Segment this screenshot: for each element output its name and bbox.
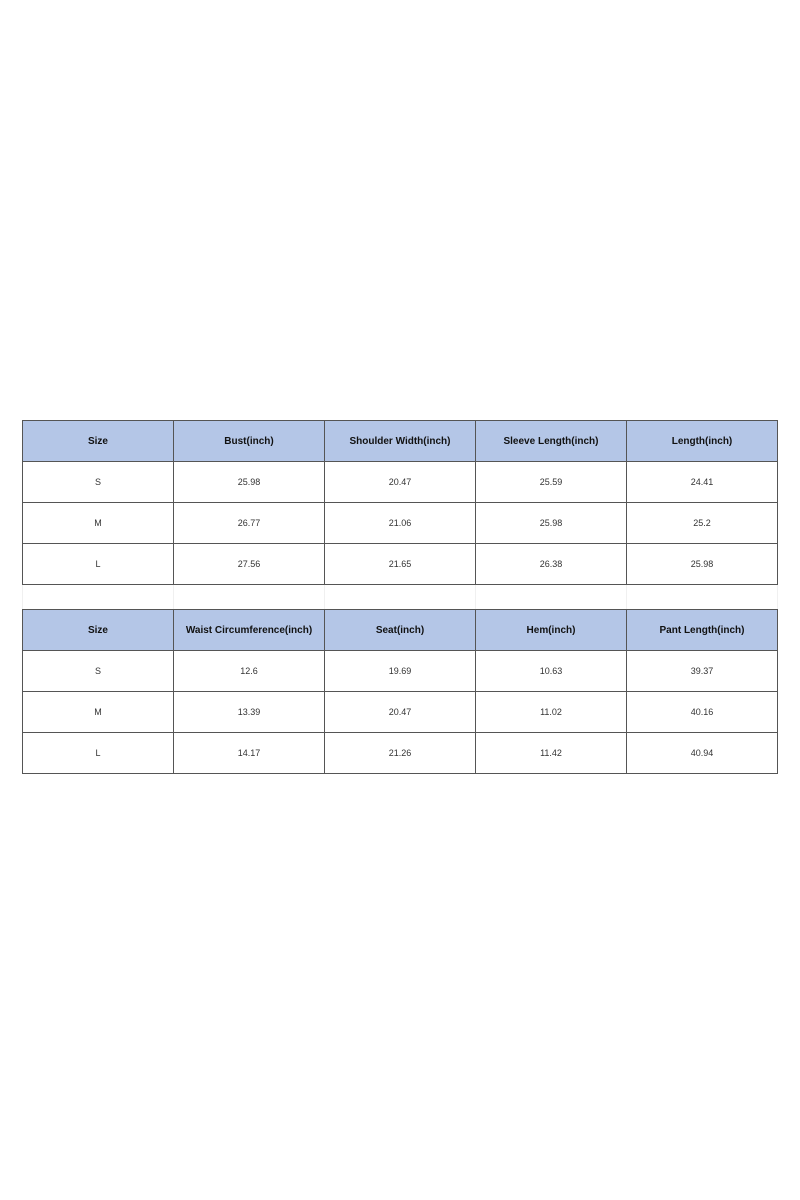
table-cell: 11.42	[476, 733, 627, 774]
size-cell: L	[23, 733, 174, 774]
header-cell: Seat(inch)	[325, 610, 476, 651]
table-cell: 26.77	[174, 503, 325, 544]
header-cell: Shoulder Width(inch)	[325, 421, 476, 462]
table-cell: 24.41	[627, 462, 778, 503]
header-cell: Bust(inch)	[174, 421, 325, 462]
table-cell: 13.39	[174, 692, 325, 733]
table-spacer	[22, 585, 778, 609]
table-cell: 25.2	[627, 503, 778, 544]
table-row	[23, 692, 778, 733]
header-cell: Size	[23, 421, 174, 462]
table-row	[23, 462, 778, 503]
table-cell: 25.59	[476, 462, 627, 503]
table-row	[23, 651, 778, 692]
table-row	[23, 503, 778, 544]
size-cell: S	[23, 651, 174, 692]
table-cell: 21.06	[325, 503, 476, 544]
size-cell: M	[23, 503, 174, 544]
header-cell: Sleeve Length(inch)	[476, 421, 627, 462]
table-cell: 20.47	[325, 692, 476, 733]
table-cell: 27.56	[174, 544, 325, 585]
pants-size-table	[22, 609, 778, 774]
tops-size-table	[22, 420, 778, 585]
header-cell: Hem(inch)	[476, 610, 627, 651]
table-cell: 20.47	[325, 462, 476, 503]
table-cell: 25.98	[627, 544, 778, 585]
table-cell: 11.02	[476, 692, 627, 733]
table-header-row	[23, 421, 778, 462]
table-cell: 25.98	[174, 462, 325, 503]
table-cell: 12.6	[174, 651, 325, 692]
size-cell: M	[23, 692, 174, 733]
header-cell: Waist Circumference(inch)	[174, 610, 325, 651]
table-cell: 40.16	[627, 692, 778, 733]
table-cell: 40.94	[627, 733, 778, 774]
header-cell: Size	[23, 610, 174, 651]
size-chart	[22, 420, 778, 774]
table-cell: 14.17	[174, 733, 325, 774]
size-cell: S	[23, 462, 174, 503]
header-cell: Pant Length(inch)	[627, 610, 778, 651]
table-cell: 21.65	[325, 544, 476, 585]
table-cell: 10.63	[476, 651, 627, 692]
table-row	[23, 733, 778, 774]
size-cell: L	[23, 544, 174, 585]
table-header-row	[23, 610, 778, 651]
table-cell: 21.26	[325, 733, 476, 774]
table-row	[23, 544, 778, 585]
table-cell: 39.37	[627, 651, 778, 692]
table-cell: 25.98	[476, 503, 627, 544]
table-cell: 26.38	[476, 544, 627, 585]
table-cell: 19.69	[325, 651, 476, 692]
header-cell: Length(inch)	[627, 421, 778, 462]
